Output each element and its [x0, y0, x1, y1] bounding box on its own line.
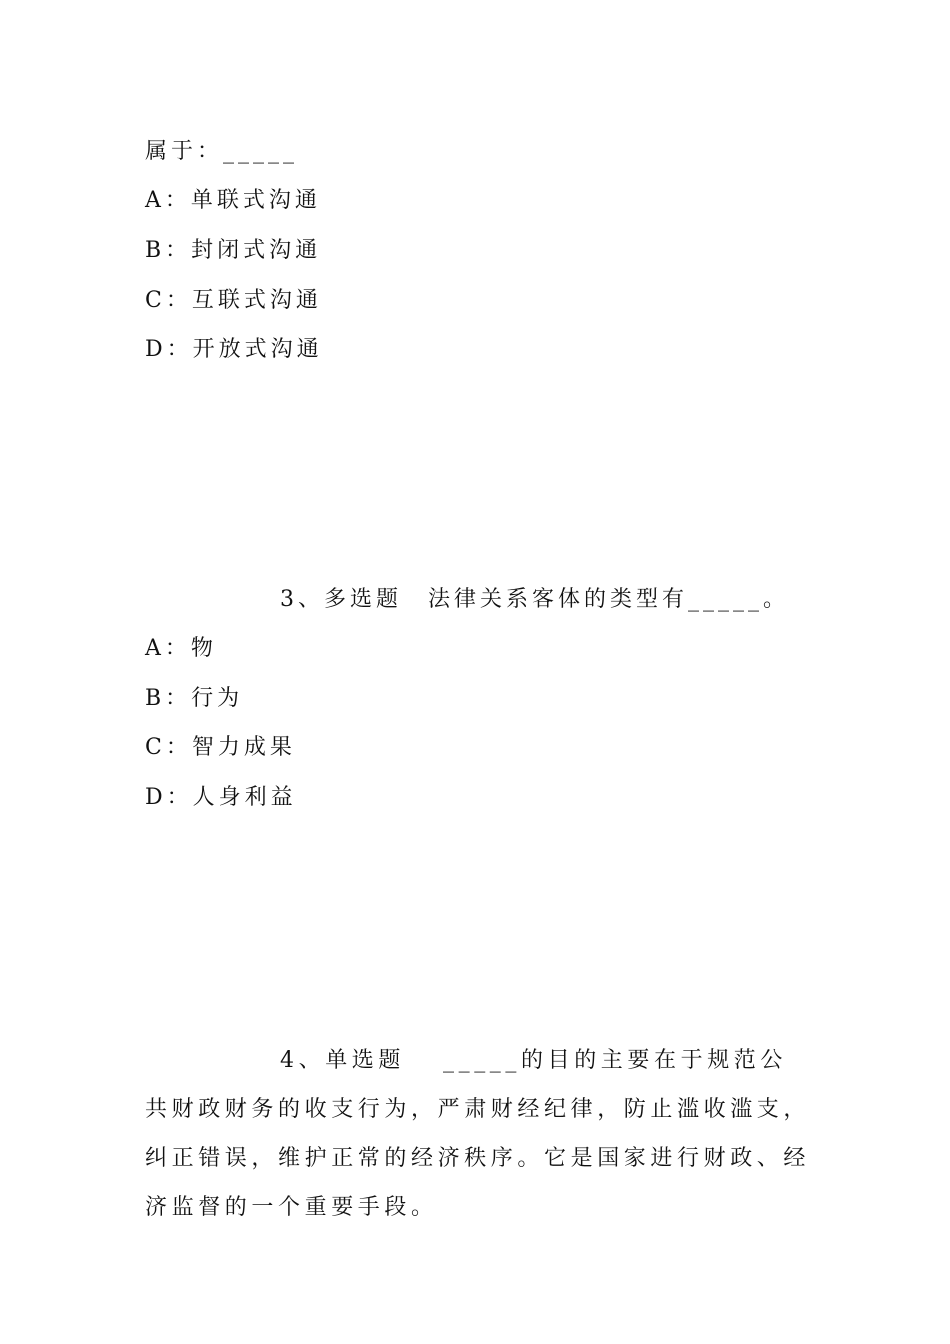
q2-option-d: D：开放式沟通 [145, 337, 323, 362]
q3-heading [280, 585, 789, 615]
q3-number: 3、多选题 [280, 587, 402, 612]
q2-option-b: B：封闭式沟通 [145, 238, 322, 263]
q4-paragraph [145, 1036, 810, 1232]
q3-stem: 法律关系客体的类型有_____。 [428, 587, 790, 612]
q2-option-a: A：单联式沟通 [145, 188, 321, 213]
q3-option-c: C：智力成果 [145, 735, 296, 760]
q4-stem: _____的目的主要在于规范公共财政财务的收支行为，严肃财经纪律，防止滥收滥支，纠正错误，维护正常的经济秩序。它是国家进行财政、经济监督的一个重要手段。 [145, 1048, 811, 1220]
q4-number: 4、单选题 [280, 1048, 405, 1073]
q3-option-a: A：物 [145, 636, 217, 661]
q2-stem-tail: 属于：_____ [145, 139, 299, 164]
q3-option-d: D：人身利益 [145, 785, 297, 810]
q2-option-c: C：互联式沟通 [145, 288, 322, 313]
q3-option-b: B：行为 [145, 686, 244, 711]
